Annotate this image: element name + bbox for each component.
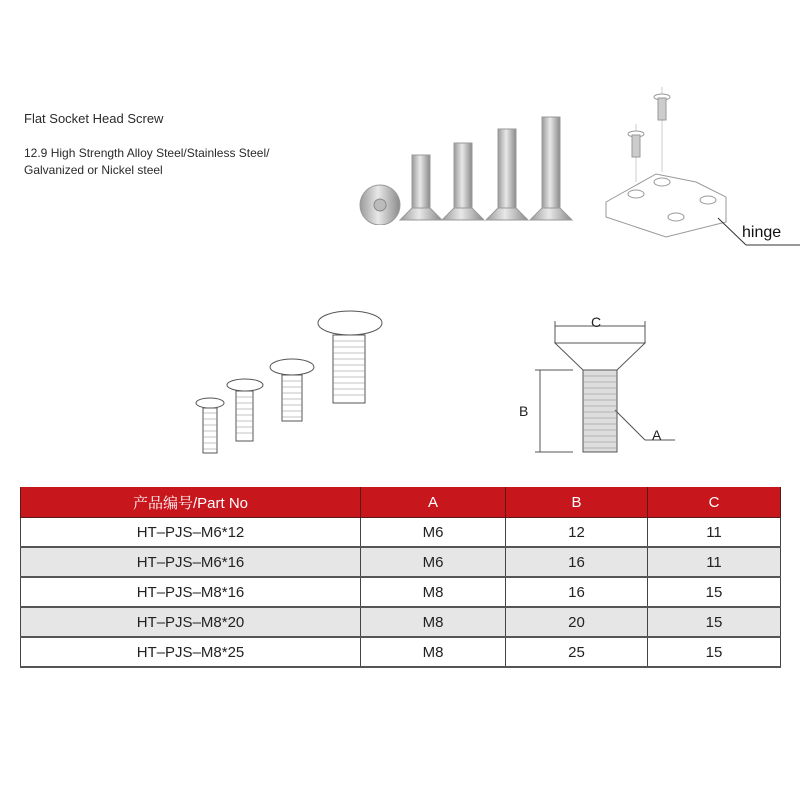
screws-line-drawing bbox=[185, 295, 385, 460]
screws-photo bbox=[352, 115, 582, 225]
table-row bbox=[21, 577, 781, 607]
dimension-b-label: B bbox=[519, 403, 529, 419]
cell-b: 16 bbox=[506, 577, 648, 607]
column-header-b: B bbox=[506, 487, 648, 518]
cell-part-no: HT–PJS–M8*16 bbox=[21, 577, 361, 607]
cell-part-no: HT–PJS–M6*12 bbox=[21, 518, 361, 548]
cell-b: 25 bbox=[506, 637, 648, 667]
table-row bbox=[21, 518, 781, 548]
cell-a: M6 bbox=[361, 518, 506, 548]
cell-b: 12 bbox=[506, 518, 648, 548]
dimension-c-label: C bbox=[591, 314, 602, 330]
material-line-2: Galvanized or Nickel steel bbox=[24, 163, 163, 177]
material-description bbox=[24, 145, 354, 179]
column-header-c: C bbox=[648, 487, 781, 518]
dimension-drawing bbox=[505, 305, 700, 465]
cell-a: M8 bbox=[361, 607, 506, 637]
column-header-part-no: 产品编号/Part No bbox=[21, 487, 361, 518]
table-row bbox=[21, 637, 781, 667]
cell-c: 15 bbox=[648, 607, 781, 637]
cell-c: 15 bbox=[648, 577, 781, 607]
hinge-label: hinge bbox=[742, 224, 782, 241]
table-row bbox=[21, 607, 781, 637]
spec-table bbox=[20, 487, 781, 668]
cell-a: M6 bbox=[361, 547, 506, 577]
cell-part-no: HT–PJS–M8*25 bbox=[21, 637, 361, 667]
cell-part-no: HT–PJS–M6*16 bbox=[21, 547, 361, 577]
cell-c: 15 bbox=[648, 637, 781, 667]
cell-b: 16 bbox=[506, 547, 648, 577]
product-title: Flat Socket Head Screw bbox=[24, 111, 164, 126]
table-header-row bbox=[21, 487, 781, 518]
cell-a: M8 bbox=[361, 637, 506, 667]
cell-c: 11 bbox=[648, 518, 781, 548]
cell-b: 20 bbox=[506, 607, 648, 637]
table-row bbox=[21, 547, 781, 577]
cell-a: M8 bbox=[361, 577, 506, 607]
column-header-a: A bbox=[361, 487, 506, 518]
material-line-1: 12.9 High Strength Alloy Steel/Stainless Steel/ bbox=[24, 146, 270, 160]
cell-part-no: HT–PJS–M8*20 bbox=[21, 607, 361, 637]
dimension-a-label: A bbox=[652, 427, 662, 443]
cell-c: 11 bbox=[648, 547, 781, 577]
